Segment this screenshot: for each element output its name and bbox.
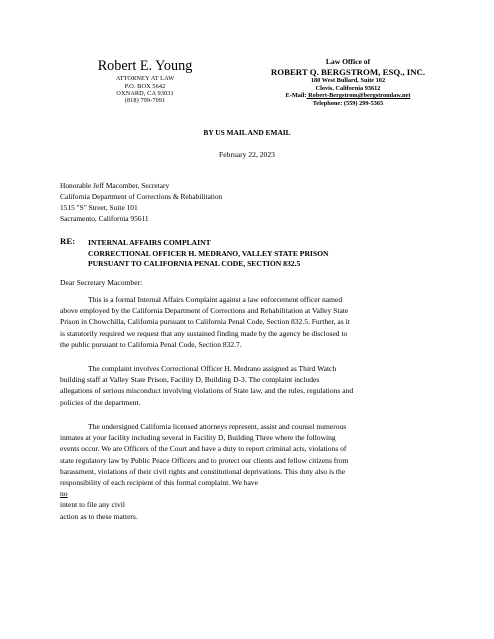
paragraph-line: action as to these matters.	[60, 511, 138, 521]
paragraph-line	[60, 477, 434, 511]
letterhead-left	[82, 58, 208, 104]
paragraph-line: state regulatory law by Public Peace Officers and to protect our clients and fellow citizens from	[60, 455, 349, 465]
paragraph-line: the public pursuant to California Penal Code, Section 832.7.	[60, 339, 242, 349]
recipient-line: Honorable Jeff Macomber, Secretary	[60, 181, 170, 190]
paragraph-line: This is a formal Internal Affairs Complaint against a law enforcement officer named	[88, 295, 343, 304]
paragraph-line: inmates at your facility including several in Facility D, Building Three where the following	[60, 433, 336, 443]
paragraph-line: The undersigned California licensed attorneys represent, assist and counsel numerous	[88, 422, 347, 431]
paragraph-line: events occur. We are Officers of the Court and have a duty to report criminal acts, violations of	[60, 444, 347, 454]
attorney-address-line2: OXNARD, CA 93031	[116, 89, 174, 97]
recipient-line: 1515 "S" Street, Suite 101	[60, 203, 138, 212]
subject-line: CORRECTIONAL OFFICER H. MEDRANO, VALLEY STATE PRISON	[88, 248, 329, 258]
paragraph-line: above employed by the California Department of Corrections and Rehabilitation at Valley State	[60, 306, 349, 316]
firm-name: ROBERT Q. BERGSTROM, ESQ., INC.	[270, 66, 426, 77]
attorney-phone: (818) 799-7091	[124, 97, 166, 105]
firm-address-line1: 180 West Bullard, Suite 102	[310, 77, 386, 85]
letterhead-right	[256, 58, 440, 107]
paragraph-line: policies of the department.	[60, 397, 141, 407]
paragraph-line: The complaint involves Correctional Officer H. Medrano assigned as Third Watch	[88, 364, 337, 373]
attorney-address-line1: P.O. BOX 5642	[124, 82, 166, 90]
paragraph-text: responsibility of each recipient of this formal complaint. We have	[60, 478, 258, 488]
subject-line: INTERNAL AFFAIRS COMPLAINT	[88, 238, 211, 247]
paragraph-line: harassment, violations of their civil rights and constitutional deprivations. This duty also is the	[60, 466, 346, 476]
salutation: Dear Secretary Macomber:	[60, 278, 143, 287]
body-paragraph-1	[60, 294, 434, 350]
delivery-method: BY US MAIL AND EMAIL	[203, 128, 291, 137]
paragraph-text: intent to file any civil	[60, 500, 125, 510]
body-paragraph-3	[60, 421, 434, 522]
firm-address-line2: Clovis, California 93612	[315, 84, 381, 92]
attorney-title: ATTORNEY AT LAW	[115, 75, 175, 83]
paragraph-line: allegations of serious misconduct involving violations of State law, and the rules, regulations and	[60, 386, 354, 396]
law-office-label: Law Office of	[325, 57, 371, 66]
paragraph-line: is statutorily required we request that any sustained finding made by the agency be disclosed to	[60, 328, 348, 338]
paragraph-line: Prison in Chowchilla, California pursuant to California Penal Code, Section 832.5. Further, as it	[60, 317, 350, 327]
firm-phone: Telephone: (559) 299-5365	[312, 99, 384, 107]
recipient-line: Sacramento, California 95611	[60, 214, 149, 223]
attorney-name: Robert E. Young	[97, 58, 193, 74]
re-label: RE:	[60, 236, 76, 246]
underlined-word: no	[60, 489, 68, 499]
letter-date: February 22, 2023	[219, 150, 275, 159]
firm-email-line	[256, 92, 440, 99]
subject-block	[88, 238, 329, 270]
email-label: E-Mail:	[285, 92, 307, 100]
subject-line: PURSUANT TO CALIFORNIA PENAL CODE, SECTION 832.5	[88, 259, 301, 268]
recipient-line: California Department of Corrections & Rehabilitation	[60, 192, 223, 201]
email-link[interactable]: Robert-Bergstrom@bergstromlaw.net	[306, 92, 411, 100]
body-paragraph-2	[60, 363, 434, 408]
recipient-address	[60, 180, 222, 224]
paragraph-line: building staff at Valley State Prison, Facility D, Building D-3. The complaint includes	[60, 375, 320, 385]
